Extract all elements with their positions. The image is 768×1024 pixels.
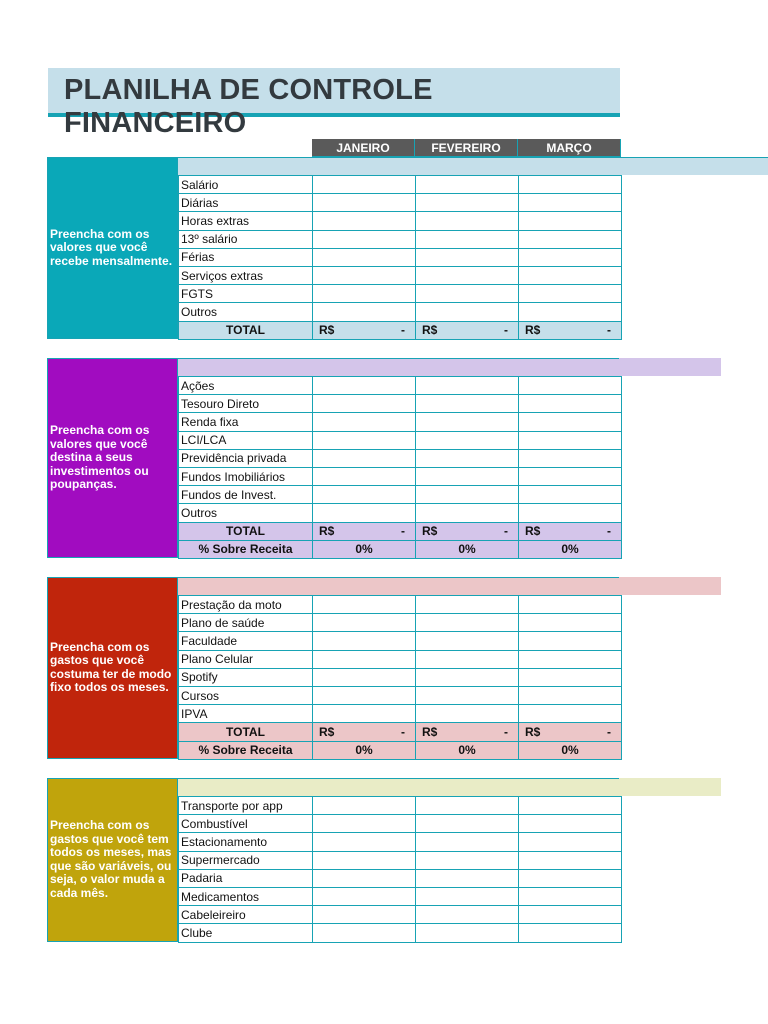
month-header-fevereiro: FEVEREIRO [415,139,518,157]
row-label: Outros [179,504,313,522]
value-cell-marco[interactable] [519,194,622,212]
total-label: TOTAL [179,321,313,339]
value-cell-janeiro[interactable] [313,887,416,905]
month-header-janeiro: JANEIRO [312,139,415,157]
value-cell-janeiro[interactable] [313,486,416,504]
total-value-janeiro [313,321,416,339]
value-cell-marco[interactable] [519,303,622,321]
value-cell-marco[interactable] [519,504,622,522]
section-description-panel [47,358,178,558]
value-cell-janeiro[interactable] [313,833,416,851]
table-row [179,650,622,668]
row-label: Serviços extras [179,266,313,284]
section-description-panel [47,157,178,339]
table-row [179,596,622,614]
value-cell-janeiro[interactable] [313,194,416,212]
table-row [179,504,622,522]
table-row [179,668,622,686]
row-label: Fundos Imobiliários [179,467,313,485]
value-cell-marco[interactable] [519,887,622,905]
value-cell-fevereiro[interactable] [416,395,519,413]
value-cell-janeiro[interactable] [313,413,416,431]
table-row [179,230,622,248]
value-cell-janeiro[interactable] [313,467,416,485]
value-cell-fevereiro[interactable] [416,851,519,869]
section-table [178,175,622,340]
value-cell-fevereiro[interactable] [416,668,519,686]
value-cell-janeiro[interactable] [313,906,416,924]
row-label: Clube [179,924,313,942]
value-cell-marco[interactable] [519,851,622,869]
table-row [179,906,622,924]
row-label: Combustível [179,815,313,833]
total-row [179,321,622,339]
value-cell-marco[interactable] [519,632,622,650]
total-value-fevereiro [416,723,519,741]
percent-value-marco: 0% [519,540,622,558]
value-cell-janeiro[interactable] [313,632,416,650]
total-amount: - [607,724,611,739]
value-cell-marco[interactable] [519,230,622,248]
month-header-marco: MARÇO [518,139,621,157]
value-cell-fevereiro[interactable] [416,833,519,851]
value-cell-fevereiro[interactable] [416,596,519,614]
table-row [179,887,622,905]
section-table [178,376,622,559]
table-row [179,851,622,869]
currency-symbol: R$ [422,724,438,739]
value-cell-janeiro[interactable] [313,668,416,686]
value-cell-fevereiro[interactable] [416,797,519,815]
percent-value-fevereiro: 0% [416,540,519,558]
row-label: Outros [179,303,313,321]
row-label: Transporte por app [179,797,313,815]
value-cell-fevereiro[interactable] [416,887,519,905]
row-label: Medicamentos [179,887,313,905]
total-amount: - [607,524,611,539]
currency-symbol: R$ [525,724,541,739]
value-cell-marco[interactable] [519,449,622,467]
section-header-band [178,157,768,175]
value-cell-fevereiro[interactable] [416,504,519,522]
value-cell-marco[interactable] [519,285,622,303]
percent-label: % Sobre Receita [179,540,313,558]
row-label: FGTS [179,285,313,303]
percent-row [179,741,622,759]
total-amount: - [607,323,611,338]
row-label: Salário [179,176,313,194]
value-cell-marco[interactable] [519,686,622,704]
total-amount: - [401,724,405,739]
percent-value-janeiro: 0% [313,540,416,558]
table-row [179,413,622,431]
value-cell-janeiro[interactable] [313,686,416,704]
table-row [179,266,622,284]
row-label: Renda fixa [179,413,313,431]
currency-symbol: R$ [525,524,541,539]
value-cell-janeiro[interactable] [313,303,416,321]
value-cell-fevereiro[interactable] [416,413,519,431]
row-label: Ações [179,377,313,395]
table-row [179,431,622,449]
row-label: Plano Celular [179,650,313,668]
total-amount: - [401,323,405,338]
value-cell-fevereiro[interactable] [416,212,519,230]
table-row [179,833,622,851]
total-label: TOTAL [179,522,313,540]
value-cell-fevereiro[interactable] [416,650,519,668]
value-cell-janeiro[interactable] [313,869,416,887]
row-label: Previdência privada [179,449,313,467]
value-cell-marco[interactable] [519,815,622,833]
value-cell-fevereiro[interactable] [416,924,519,942]
table-row [179,869,622,887]
value-cell-marco[interactable] [519,797,622,815]
value-cell-fevereiro[interactable] [416,486,519,504]
currency-symbol: R$ [525,323,541,338]
value-cell-marco[interactable] [519,705,622,723]
row-label: Spotify [179,668,313,686]
table-row [179,285,622,303]
value-cell-fevereiro[interactable] [416,303,519,321]
value-cell-marco[interactable] [519,833,622,851]
page-title: PLANILHA DE CONTROLE FINANCEIRO [64,74,433,139]
value-cell-janeiro[interactable] [313,705,416,723]
table-row [179,815,622,833]
value-cell-fevereiro[interactable] [416,614,519,632]
value-cell-marco[interactable] [519,266,622,284]
value-cell-janeiro[interactable] [313,449,416,467]
table-row [179,176,622,194]
value-cell-fevereiro[interactable] [416,467,519,485]
row-label: LCI/LCA [179,431,313,449]
value-cell-marco[interactable] [519,869,622,887]
total-value-fevereiro [416,522,519,540]
value-cell-janeiro[interactable] [313,431,416,449]
value-cell-marco[interactable] [519,212,622,230]
value-cell-janeiro[interactable] [313,596,416,614]
total-label: TOTAL [179,723,313,741]
value-cell-fevereiro[interactable] [416,176,519,194]
table-row [179,248,622,266]
value-cell-fevereiro[interactable] [416,906,519,924]
value-cell-fevereiro[interactable] [416,686,519,704]
percent-value-marco: 0% [519,741,622,759]
table-row [179,377,622,395]
percent-value-fevereiro: 0% [416,741,519,759]
total-amount: - [504,323,508,338]
row-label: Horas extras [179,212,313,230]
value-cell-fevereiro[interactable] [416,431,519,449]
value-cell-marco[interactable] [519,650,622,668]
currency-symbol: R$ [422,524,438,539]
table-row [179,467,622,485]
value-cell-fevereiro[interactable] [416,266,519,284]
total-value-janeiro [313,522,416,540]
value-cell-marco[interactable] [519,614,622,632]
value-cell-marco[interactable] [519,924,622,942]
row-label: Cursos [179,686,313,704]
value-cell-janeiro[interactable] [313,504,416,522]
value-cell-janeiro[interactable] [313,285,416,303]
value-cell-marco[interactable] [519,467,622,485]
total-value-fevereiro [416,321,519,339]
table-row [179,449,622,467]
section-description-text: Preencha com os valores que você recebe mensalmente. [50,226,173,268]
table-row [179,303,622,321]
value-cell-fevereiro[interactable] [416,632,519,650]
percent-row [179,540,622,558]
month-header [312,139,621,157]
value-cell-fevereiro[interactable] [416,285,519,303]
total-amount: - [504,524,508,539]
value-cell-marco[interactable] [519,431,622,449]
row-label: Prestação da moto [179,596,313,614]
table-row [179,212,622,230]
value-cell-marco[interactable] [519,906,622,924]
value-cell-janeiro[interactable] [313,650,416,668]
percent-label: % Sobre Receita [179,741,313,759]
total-value-janeiro [313,723,416,741]
section-header-band-extension [619,577,721,595]
section-table [178,796,622,943]
value-cell-marco[interactable] [519,668,622,686]
value-cell-fevereiro[interactable] [416,705,519,723]
row-label: Cabeleireiro [179,906,313,924]
row-label: Faculdade [179,632,313,650]
section-description-text: Preencha com os gastos que você tem todos os meses, mas que são variáveis, ou seja, o valor muda a cada mês. [50,818,172,900]
value-cell-janeiro[interactable] [313,176,416,194]
row-label: Estacionamento [179,833,313,851]
row-label: IPVA [179,705,313,723]
value-cell-janeiro[interactable] [313,614,416,632]
currency-symbol: R$ [422,323,438,338]
value-cell-fevereiro[interactable] [416,869,519,887]
total-value-marco [519,522,622,540]
row-label: Fundos de Invest. [179,486,313,504]
section-header-band-extension [619,778,721,796]
value-cell-janeiro[interactable] [313,212,416,230]
total-amount: - [401,524,405,539]
table-row [179,705,622,723]
value-cell-fevereiro[interactable] [416,248,519,266]
value-cell-janeiro[interactable] [313,230,416,248]
section-header-band-extension [619,358,721,376]
value-cell-janeiro[interactable] [313,395,416,413]
table-row [179,395,622,413]
total-value-marco [519,321,622,339]
row-label: Padaria [179,869,313,887]
total-amount: - [504,724,508,739]
value-cell-marco[interactable] [519,486,622,504]
value-cell-fevereiro[interactable] [416,194,519,212]
table-row [179,632,622,650]
value-cell-janeiro[interactable] [313,377,416,395]
value-cell-janeiro[interactable] [313,815,416,833]
total-row [179,723,622,741]
row-label: Diárias [179,194,313,212]
percent-value-janeiro: 0% [313,741,416,759]
value-cell-fevereiro[interactable] [416,449,519,467]
row-label: Plano de saúde [179,614,313,632]
row-label: Supermercado [179,851,313,869]
section-description-text: Preencha com os gastos que você costuma ter de modo fixo todos os meses. [50,639,172,695]
table-row [179,194,622,212]
section-description-text: Preencha com os valores que você destina a seus investimentos ou poupanças. [50,423,150,492]
row-label: 13º salário [179,230,313,248]
value-cell-janeiro[interactable] [313,248,416,266]
currency-symbol: R$ [319,524,335,539]
total-value-marco [519,723,622,741]
section-description-panel [47,577,178,759]
table-row [179,614,622,632]
value-cell-janeiro[interactable] [313,266,416,284]
value-cell-marco[interactable] [519,176,622,194]
value-cell-janeiro[interactable] [313,797,416,815]
value-cell-marco[interactable] [519,248,622,266]
row-label: Tesouro Direto [179,395,313,413]
section-description-panel [47,778,178,942]
value-cell-fevereiro[interactable] [416,230,519,248]
value-cell-marco[interactable] [519,596,622,614]
total-row [179,522,622,540]
value-cell-janeiro[interactable] [313,851,416,869]
section-table [178,595,622,760]
value-cell-janeiro[interactable] [313,924,416,942]
title-bar [48,68,620,139]
table-row [179,686,622,704]
value-cell-fevereiro[interactable] [416,377,519,395]
row-label: Férias [179,248,313,266]
value-cell-marco[interactable] [519,395,622,413]
currency-symbol: R$ [319,724,335,739]
table-row [179,797,622,815]
table-row [179,924,622,942]
currency-symbol: R$ [319,323,335,338]
value-cell-marco[interactable] [519,377,622,395]
value-cell-fevereiro[interactable] [416,815,519,833]
table-row [179,486,622,504]
value-cell-marco[interactable] [519,413,622,431]
